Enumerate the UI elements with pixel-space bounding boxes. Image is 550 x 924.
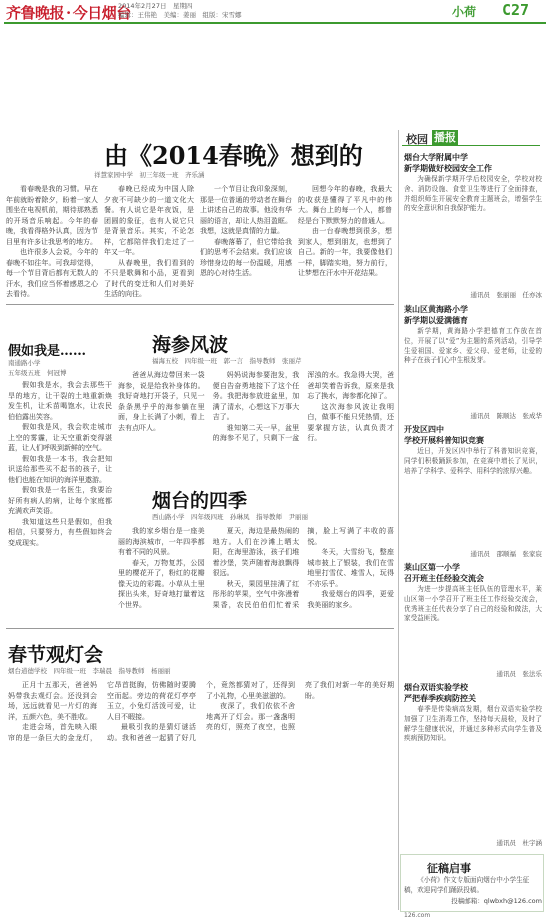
section-name: 小荷 — [452, 5, 477, 19]
paragraph: 爸爸从海边带回来一袋海参，说是给我补身体的。我好奇地打开袋子，只见一条条黑乎乎的海参躺在里面，身上长满了小刺，看上去有点吓人。 — [118, 371, 205, 432]
story-cucumber-body — [118, 370, 394, 484]
story-lantern-body — [8, 680, 394, 912]
paragraph: 最吸引我的是猜灯谜活动。我和爸爸一起猜了好几个，竟然都猜对了，还得到了小礼物，心里美滋滋的。 — [107, 681, 295, 742]
lead-column-3 — [200, 184, 292, 300]
paragraph: 也许很多人会说，今年的春晚不如往年。可我却觉得，每一个节目背后都有无数人的汗水，我们应当怀着感恩之心去看待。 — [6, 248, 98, 298]
campus-item-school: 开发区四中 — [404, 425, 444, 434]
paragraph: 冬天，大雪纷飞，整座城市披上了银装，我们在雪地里打雪仗、堆雪人，玩得不亦乐乎。 — [307, 548, 394, 588]
story-lantern-byline: 烟台道德学校 四年级一班 李瑞晨 指导教师 杨丽丽 — [8, 667, 171, 675]
campus-item-sign: 通讯员 张丽丽 任亦冰 — [470, 291, 542, 299]
paragraph: 看春晚是我的习惯。早在年前就盼着除夕，盼着一家人围坐在电视机前，期待那熟悉的开场音乐响起。今年的春晚，我看得格外认真，因为节目里有许多让我思考的地方。 — [6, 185, 98, 246]
submission-headline: 征稿启事 — [427, 862, 471, 875]
campus-item-text: 为进一步提高班主任队伍的管理水平，莱山区第一小学召开了班主任工作经验交流会，优秀班主任代表分享了自己的经验和做法，大家受益匪浅。 — [404, 585, 542, 623]
paragraph: 春天，万物复苏，公园里的樱花开了，粉红的花瓣像天边的彩霞。小草从土里探出头来，好奇地打量着这个世界。 — [118, 558, 205, 609]
page-footer: 126.com — [404, 912, 431, 919]
lead-headline: 由《2014春晚》想到的 — [104, 141, 363, 170]
story-pretend-body — [8, 380, 112, 620]
campus-item-school: 烟台双语实验学校 — [404, 683, 468, 692]
paragraph: 假如我是水，我会去那些干旱的地方，让干裂的土地重新焕发生机，让禾苗喝饱水，让农民伯伯露出笑容。 — [8, 381, 112, 421]
paragraph: 一个节目让我印象深刻，那是一位普通的劳动者在舞台上讲述自己的故事。他没有华丽的语言，却让人热泪盈眶。我想，这就是真情的力量。 — [200, 185, 292, 235]
story-pretend-author: 五年级五班 何冠博 — [8, 369, 67, 377]
campus-item-text: 新学期，黄海路小学把德育工作放在首位，开展了以“爱”为主题的系列活动，引导学生爱祖国、爱家乡、爱父母、爱老师，让爱的种子在孩子们心中生根发芽。 — [404, 327, 542, 365]
logo-separator: · — [66, 4, 71, 22]
paragraph: 春晚已经成为中国人除夕夜不可缺少的一道文化大餐。有人说它是年夜饭，是团圆的象征，也有人说它只是背景音乐。其实，不论怎样，它都陪伴我们走过了一年又一年。 — [104, 185, 194, 256]
paragraph: 夏天，海边是最热闹的地方。人们在沙滩上晒太阳，在海里游泳，孩子们堆着沙堡，笑声随着海浪飘得很远。 — [212, 527, 300, 577]
paragraph: 正月十五那天，爸爸妈妈带我去观灯会。还没到会场，远远就看见一片灯的海洋，五颜六色，美不胜收。 — [8, 681, 97, 721]
column-divider — [398, 130, 399, 910]
campus-item-subtitle: 召开班主任经验交流会 — [404, 574, 484, 583]
paragraph: 假如我是一本书，我会把知识送给那些买不起书的孩子，让他们也能在知识的海洋里遨游。 — [8, 454, 112, 484]
story-seasons-body — [118, 526, 394, 626]
campus-kicker: 校园 — [406, 133, 428, 146]
paragraph: 我知道这些只是假如，但我相信，只要努力，有些假如终会变成现实。 — [8, 517, 112, 547]
story-pretend-headline: 假如我是…… — [8, 344, 87, 359]
campus-news-header — [402, 130, 540, 146]
paragraph: 回想今年的春晚，我最大的收获是懂得了平凡中的伟大。舞台上的每一个人，都曾经是台下默默努力的普通人。 — [298, 185, 392, 225]
section-divider — [6, 304, 394, 305]
editor-credits: 编辑：王伟艳 美编：姜丽 组版：宋雪娜 — [118, 11, 242, 19]
logo-section: 今日烟台 — [72, 4, 131, 22]
paragraph: 我爱烟台的四季，更爱我美丽的家乡。 — [307, 590, 394, 609]
campus-item-subtitle: 严把春季疾病防控关 — [404, 694, 476, 703]
campus-item-sign: 通讯员 杜宇涵 — [496, 839, 542, 847]
campus-item-subtitle: 学校开展科普知识竞赛 — [404, 436, 484, 445]
campus-item-subtitle: 新学期以爱满德育 — [404, 316, 468, 325]
page-header — [0, 0, 550, 24]
lead-column-2 — [104, 184, 194, 300]
paragraph: 由一台春晚想到很多，想到家人，想到朋友，也想到了自己。新的一年，我要像他们一样，脚踏实地，努力前行，让梦想在汗水中开花结果。 — [298, 227, 392, 277]
campus-item-text: 春季是传染病高发期，烟台双语实验学校加强了卫生消毒工作，坚持每天晨检，及时了解学生健康状况，并通过多种形式向学生普及疾病预防知识。 — [404, 705, 542, 743]
newspaper-logo — [6, 2, 131, 23]
campus-item-school: 莱山区黄海路小学 — [404, 305, 468, 314]
section-divider — [6, 628, 394, 629]
header-rule — [4, 22, 546, 24]
paragraph: 秋天，果园里挂满了红彤彤的苹果，空气中弥漫着果香，农民伯伯们忙着采摘，脸上写满了丰收的喜悦。 — [212, 527, 394, 609]
campus-item-subtitle: 新学期做好校园安全工作 — [404, 164, 492, 173]
paragraph: 假如我是一名医生，我要治好所有病人的病，让每个家庭都充满欢声笑语。 — [8, 486, 112, 515]
campus-item-sign: 通讯员 陈顺达 张成华 — [470, 412, 542, 420]
paragraph: 这次海参风波让我明白，做事不能只凭热情，还要掌握方法，认真负责才行。 — [307, 402, 394, 442]
campus-item-text: 为确保新学期开学后校园安全，学校对校舍、消防设施、食堂卫生等进行了全面排查，并组织师生开展安全教育主题班会，增强学生的安全意识和自我保护能力。 — [404, 175, 542, 213]
page-number: C27 — [502, 1, 530, 19]
lead-column-4 — [298, 184, 392, 300]
submission-text: 《小荷》作文专版面向烟台中小学生征稿，欢迎同学们踊跃投稿。 — [404, 876, 530, 894]
issue-date: 2014年2月27日 星期四 — [118, 2, 193, 10]
story-lantern-headline: 春节观灯会 — [8, 644, 104, 666]
header-meta — [118, 2, 242, 20]
paragraph: 妈妈说海参要泡发，我便自告奋勇地接下了这个任务。我把海参放进盆里，加满了清水，心想这下万事大吉了。 — [212, 371, 300, 421]
paragraph: 走进会场，首先映入眼帘的是一条巨大的金龙灯，它昂首挺胸，仿佛随时要腾空而起。旁边的荷花灯亭亭玉立，小兔灯活泼可爱，让人目不暇接。 — [8, 681, 196, 742]
paragraph: 夜深了，我们依依不舍地离开了灯会。那一盏盏明亮的灯，照亮了夜空，也照亮了我们对新一年的美好期盼。 — [206, 681, 394, 731]
paragraph: 从春晚里，我们看到的不只是歌舞和小品，更看到了时代的变迁和人们对美好生活的向往。 — [104, 258, 194, 298]
campus-kicker-badge: 播报 — [434, 131, 456, 144]
submission-email: 投稿邮箱：qlwbxh@126.com — [451, 897, 542, 905]
story-seasons-byline: 西山路小学 四年级四班 孙琳凤 指导教师 尹丽丽 — [152, 513, 308, 521]
lead-column-1 — [6, 184, 98, 300]
story-seasons-headline: 烟台的四季 — [152, 490, 248, 512]
campus-item-school: 烟台大学附属中学 — [404, 153, 468, 162]
campus-item-text: 近日，开发区四中举行了科普知识竞赛，同学们积极踊跃参加，在竞赛中增长了见识，培养了学科学、爱科学、用科学的浓厚兴趣。 — [404, 447, 542, 475]
campus-item-sign: 通讯员 邵顺福 张家宸 — [470, 550, 542, 558]
paragraph: 春晚落幕了，但它带给我们的思考不会结束。我们应该珍惜身边的每一份温暖，用感恩的心对待生活。 — [200, 237, 292, 277]
campus-item-sign: 通讯员 张法乐 — [496, 670, 542, 678]
lead-byline: 祥慧家园中学 初三年级一班 齐乐涵 — [94, 171, 205, 179]
campus-item-school: 莱山区第一小学 — [404, 563, 460, 572]
story-cucumber-headline: 海参风波 — [152, 334, 229, 356]
paragraph: 谁知第二天一早，盆里的海参不见了，只剩下一盆浑浊的水。我急得大哭，爸爸却笑着告诉我，原来是我忘了换水，海参都化掉了。 — [212, 371, 394, 442]
story-cucumber-byline: 福海五校 四年级一班 郭一言 指导教师 张丽芹 — [152, 357, 302, 365]
paragraph: 假如我是风，我会吹走城市上空的雾霾，让天空重新变得湛蓝，让人们呼吸到新鲜的空气。 — [8, 423, 112, 452]
story-pretend-school: 南通路小学 — [8, 359, 41, 367]
logo-brand: 齐鲁晚报 — [6, 4, 65, 22]
paragraph: 我的家乡烟台是一座美丽的海滨城市，一年四季都有着不同的风景。 — [118, 527, 205, 556]
